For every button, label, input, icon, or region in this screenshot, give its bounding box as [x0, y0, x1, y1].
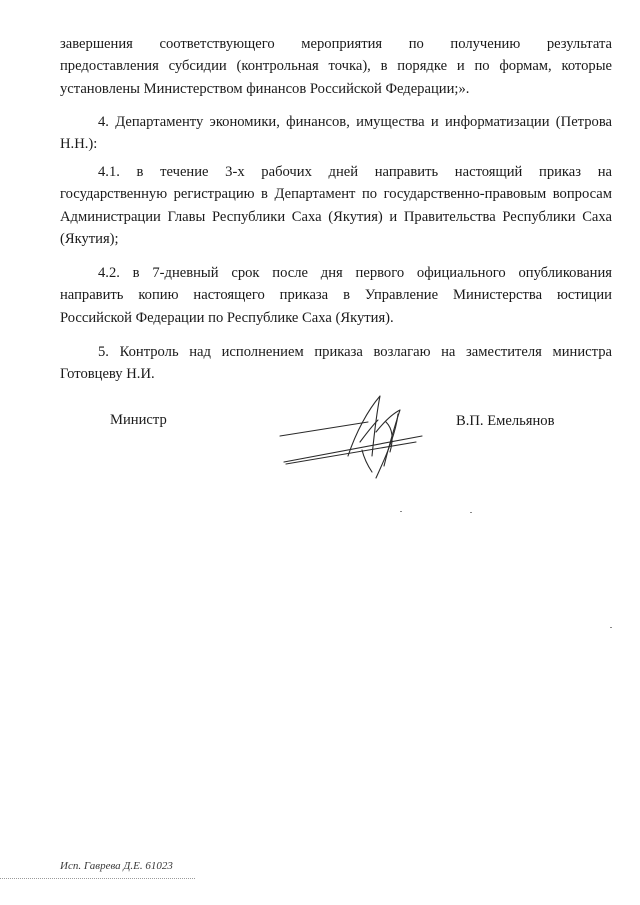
scan-speck [610, 627, 612, 628]
text-line: предоставления субсидии (контрольная точка), в порядке и по формам, которые [60, 58, 612, 75]
paragraph-continuation [60, 33, 612, 100]
scan-speck [400, 511, 402, 512]
paragraph-item-4 [60, 111, 612, 156]
text-line: (Якутия); [60, 230, 119, 247]
text-line: 4.2. в 7-дневный срок после дня первого официального опубликования [98, 265, 612, 281]
text-line: завершения соответствующего мероприятия по получению результата [60, 36, 612, 52]
executor-note: Исп. Гаврева Д.Е. 61023 [60, 860, 173, 872]
paragraph-item-5 [60, 341, 612, 386]
text-line: установлены Министерством финансов Российской Федерации;». [60, 80, 470, 97]
text-line: направить копию настоящего приказа в Управление Министерства юстиции [60, 287, 612, 304]
text-line: 5. Контроль над исполнением приказа возлагаю на заместителя министра [98, 344, 612, 360]
text-line: Российской Федерации по Республике Саха (Якутия). [60, 309, 394, 326]
scan-edge-line [0, 878, 195, 879]
paragraph-item-4-1 [60, 161, 612, 250]
text-line: Н.Н.): [60, 136, 98, 153]
scan-speck [470, 512, 472, 513]
text-line: государственную регистрацию в Департамент по государственно-правовым вопросам [60, 186, 612, 203]
text-line: 4. Департаменту экономики, финансов, имущества и информатизации (Петрова [98, 114, 612, 130]
paragraph-item-4-2 [60, 262, 612, 329]
handwritten-signature [276, 392, 426, 490]
text-line: Администрации Главы Республики Саха (Якутия) и Правительства Республики Саха [60, 208, 612, 225]
signatory-name: В.П. Емельянов [456, 413, 555, 429]
text-line: Готовцеву Н.И. [60, 366, 155, 383]
signatory-title: Министр [110, 412, 167, 428]
text-line: 4.1. в течение 3-х рабочих дней направить настоящий приказ на [98, 164, 612, 180]
